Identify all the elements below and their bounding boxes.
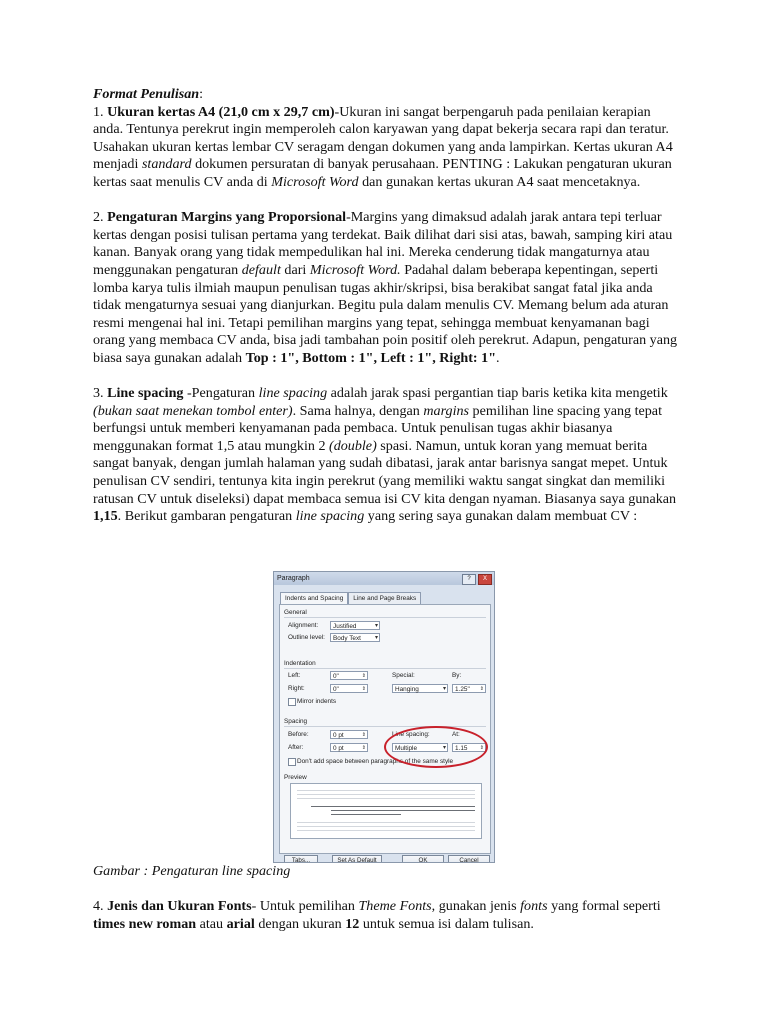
p4-text-5: dengan ukuran (254, 915, 346, 932)
preview-box (290, 783, 482, 839)
p2-bold-title: Pengaturan Margins yang Proporsional (107, 209, 347, 226)
general-section-label: General (284, 609, 307, 616)
dont-add-space-label: Don't add space between paragraphs of the same style (297, 758, 454, 765)
p2-italic-1: default (241, 261, 281, 278)
after-label: After: (288, 744, 304, 751)
paragraph-paper-size (93, 104, 678, 192)
p4-italic-1: Theme Fonts (358, 898, 432, 914)
after-field: 0 pt ⇕ (330, 743, 368, 752)
p3-text-2: adalah jarak spasi pergantian tiap baris ketika kita mengetik (327, 385, 668, 402)
p1-text-3: dan gunakan kertas ukuran A4 saat mencetaknya. (358, 173, 641, 190)
heading-text: Format Penulisan (93, 86, 200, 102)
p1-text-1: -Ukuran ini sangat berpengaruh pada penilaian kerapian anda. Tentunya perekrut ingin memperoleh calon karyawan yang dapat bekerja secara rapi dan teratur. Usahakan ukuran kertas lembar CV seragam dengan dokumen yang anda lampirkan. Kertas ukuran A4 menjadi (93, 103, 673, 173)
p3-italic-4: (double) (329, 437, 377, 454)
preview-line (297, 830, 475, 831)
dialog-title: Paragraph (277, 575, 310, 582)
dont-add-space-checkbox (288, 758, 296, 766)
p4-text-1: - Untuk pemilihan (251, 898, 359, 914)
p2-italic-2: Microsoft Word. (309, 261, 401, 278)
right-indent-field: 0" ⇕ (330, 684, 368, 693)
p4-bold-size: 12 (345, 915, 360, 932)
preview-line (297, 822, 475, 823)
preview-line (311, 806, 475, 807)
p1-bold-title: Ukuran kertas A4 (21,0 cm x 29,7 cm) (107, 103, 335, 120)
p2-bold-margins: Top : 1", Bottom : 1", Left : 1", Right: 1" (245, 349, 497, 366)
p4-bold-title: Jenis dan Ukuran Fonts (107, 898, 252, 914)
line-spacing-select: Multiple ▾ (392, 743, 448, 752)
paragraph-fonts (93, 898, 678, 933)
p3-text-3: . Sama halnya, dengan (292, 402, 424, 419)
indentation-section-label: Indentation (284, 660, 316, 667)
spacing-section-label: Spacing (284, 718, 308, 725)
p1-text-2: dokumen persuratan di banyak perusahaan. PENTING : Lakukan pengaturan ukuran kertas saat menulis CV anda di (93, 156, 672, 190)
annotation-ring (384, 726, 488, 768)
preview-line (331, 810, 475, 811)
p4-bold-font-1: times new roman (93, 915, 197, 932)
tab-line-and-page-breaks: Line and Page Breaks (348, 592, 421, 604)
p3-text-4: pemilihan line spacing yang tepat berfungsi untuk memberi kenyamanan pada pembaca. Untuk penulisan tugas akhir biasanya menggunakan format 1,5 atau mungkin 2 (93, 402, 662, 454)
p3-text-5: spasi. Namun, untuk koran yang memuat berita sangat banyak, dengan jumlah halaman yang sudah dibatasi, jarak antar barisnya sangat mepet. Untuk penulisan CV sendiri, tentunya kita ingin perekrut (yang memiliki waktu sangat singkat dan memiliki ratusan CV untuk diseleksi) dapat membaca semua isi CV kita dengan nyaman. Biasanya saya gunakan (93, 437, 677, 507)
outline-level-select: Body Text ▾ (330, 633, 380, 642)
paragraph-dialog-screenshot (273, 571, 495, 863)
paragraph-margins (93, 209, 678, 367)
p1-italic-2: Microsoft Word (271, 173, 359, 190)
p1-italic-1: standard (141, 156, 192, 173)
preview-section-label: Preview (284, 774, 307, 781)
mirror-indents-checkbox (288, 698, 296, 706)
line-spacing-label: Line spacing: (392, 731, 430, 738)
divider (284, 617, 486, 618)
alignment-select: Justified ▾ (330, 621, 380, 630)
p4-italic-2: fonts (520, 898, 548, 914)
p2-text-4: . (496, 349, 500, 366)
p2-text-3: Padahal dalam beberapa kepentingan, seperti lomba karya tulis ilmiah maupun penulisan tugas akhir/skripsi, bisa berakibat sangat fatal jika anda tidak mengaturnya sesuai yang dianjurkan. Begitu pula dalam menulis CV. Memang belum ada aturan resmi mengenai hal ini. Tetapi pemilihan margins yang tepat, sehingga membuat kenyamanan bagi orang yang membaca CV anda, bisa jadi tambahan poin positif oleh perekrut. Adapun, pengaturan yang biasa saya gunakan adalah (93, 261, 678, 366)
before-field: 0 pt ⇕ (330, 730, 368, 739)
by-field: 1.25" ⇕ (452, 684, 486, 693)
p4-bold-font-2: arial (226, 915, 255, 932)
p3-number: 3. (93, 385, 108, 402)
p3-text-7: yang sering saya gunakan dalam membuat CV : (364, 508, 638, 525)
mirror-indents-label: Mirror indents (297, 698, 337, 705)
at-field: 1.15 ⇕ (452, 743, 486, 752)
special-select: Hanging ▾ (392, 684, 448, 693)
p3-text-1: -Pengaturan (183, 385, 259, 402)
p3-italic-2: (bukan saat menekan tombol enter) (93, 402, 293, 419)
p2-text-2: dari (280, 261, 310, 278)
p3-bold-value: 1,15 (93, 508, 118, 525)
at-label: At: (452, 731, 460, 738)
p3-italic-3: margins (423, 402, 470, 419)
cancel-button: Cancel (448, 855, 490, 863)
p3-italic-1: line spacing (258, 385, 328, 402)
close-icon: X (478, 574, 492, 585)
p3-italic-5: line spacing (295, 508, 365, 525)
p2-number: 2. (93, 209, 108, 226)
outline-level-label: Outline level: (288, 634, 325, 641)
p4-text-6: untuk semua isi dalam tulisan. (359, 915, 534, 932)
preview-line (297, 826, 475, 827)
alignment-label: Alignment: (288, 622, 319, 629)
left-indent-label: Left: (288, 672, 301, 679)
document-heading (93, 86, 678, 104)
before-label: Before: (288, 731, 309, 738)
tab-indents-and-spacing: Indents and Spacing (280, 592, 348, 604)
ok-button: OK (402, 855, 444, 863)
help-icon: ? (462, 574, 476, 585)
preview-line (331, 814, 401, 815)
paragraph-line-spacing (93, 385, 678, 526)
tabs-button: Tabs... (284, 855, 318, 863)
right-indent-label: Right: (288, 685, 305, 692)
p4-text-2: , gunakan jenis (431, 898, 521, 914)
by-label: By: (452, 672, 462, 679)
heading-colon: : (199, 86, 204, 102)
p4-text-3: yang formal seperti (547, 898, 661, 914)
preview-line (297, 794, 475, 795)
p2-text-1: -Margins yang dimaksud adalah jarak antara tepi terluar kertas dengan posisi tulisan pertama yang terdekat. Baik dilihat dari sisi atas, bawah, samping kiri atau kanan. Banyak orang yang tidak mempedulikan hal ini. Mereka cenderung tidak mangaturnya atau menggunakan pengaturan (93, 209, 673, 278)
left-indent-field: 0" ⇕ (330, 671, 368, 680)
p4-number: 4. (93, 898, 108, 914)
document-body (93, 86, 678, 543)
preview-line (297, 790, 475, 791)
dialog-title-bar (274, 572, 494, 585)
figure-caption: Gambar : Pengaturan line spacing (93, 863, 291, 879)
p3-text-6: . Berikut gambaran pengaturan (117, 508, 296, 525)
p3-bold-title: Line spacing (107, 385, 184, 402)
special-label: Special: (392, 672, 415, 679)
p4-text-4: atau (196, 915, 227, 932)
set-as-default-button: Set As Default (332, 855, 382, 863)
divider (284, 668, 486, 669)
preview-line (297, 798, 475, 799)
p1-number: 1. (93, 103, 108, 120)
